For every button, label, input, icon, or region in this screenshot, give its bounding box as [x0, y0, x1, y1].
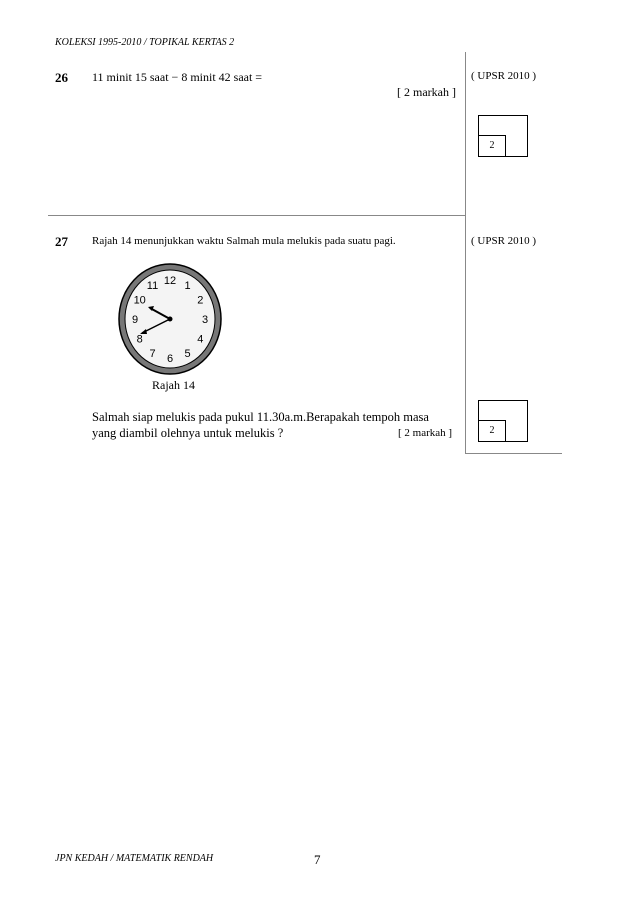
clock-numeral-12: 12: [163, 275, 177, 287]
question-27-source: ( UPSR 2010 ): [471, 235, 537, 247]
clock-numeral-10: 10: [133, 294, 146, 307]
clock-center: [168, 317, 173, 322]
question-27-mark-value: 2: [479, 420, 506, 441]
clock-numeral-9: 9: [131, 314, 139, 326]
question-26-number: 26: [55, 70, 68, 85]
margin-line-q27: [465, 215, 466, 453]
clock-numeral-1: 1: [184, 280, 191, 293]
clock-numeral-4: 4: [197, 333, 204, 346]
clock-numeral-8: 8: [136, 333, 143, 346]
question-27-text: Rajah 14 menunjukkan waktu Salmah mula melukis pada suatu pagi.: [92, 235, 396, 247]
question-26-source: ( UPSR 2010 ): [471, 70, 537, 82]
question-26-mark-value: 2: [479, 135, 506, 156]
page-header: KOLEKSI 1995-2010 / TOPIKAL KERTAS 2: [55, 37, 235, 48]
margin-bottom-line: [465, 453, 562, 454]
question-27-line1: Salmah siap melukis pada pukul 11.30a.m.Berapakah tempoh masa: [92, 410, 429, 424]
separator-line: [48, 215, 466, 216]
clock-figure: [118, 263, 222, 375]
question-27-number: 27: [55, 234, 68, 249]
clock-numeral-3: 3: [201, 314, 209, 326]
question-26-marks: [ 2 markah ]: [397, 85, 456, 99]
question-27-line2: yang diambil olehnya untuk melukis ?: [92, 426, 284, 440]
question-26-text: 11 minit 15 saat − 8 minit 42 saat =: [92, 70, 263, 84]
question-27-mark-box: [478, 400, 528, 442]
clock-numeral-7: 7: [149, 347, 156, 360]
question-26-mark-box: [478, 115, 528, 157]
page-footer: JPN KEDAH / MATEMATIK RENDAH: [55, 853, 214, 864]
margin-line-q26: [465, 52, 466, 215]
figure-caption: Rajah 14: [152, 378, 195, 392]
clock-numeral-6: 6: [166, 353, 174, 365]
question-27-marks: [ 2 markah ]: [398, 427, 453, 439]
page-number: 7: [314, 852, 321, 867]
clock-numeral-5: 5: [184, 347, 191, 360]
clock-numeral-2: 2: [197, 294, 204, 307]
clock-numeral-11: 11: [146, 280, 159, 293]
